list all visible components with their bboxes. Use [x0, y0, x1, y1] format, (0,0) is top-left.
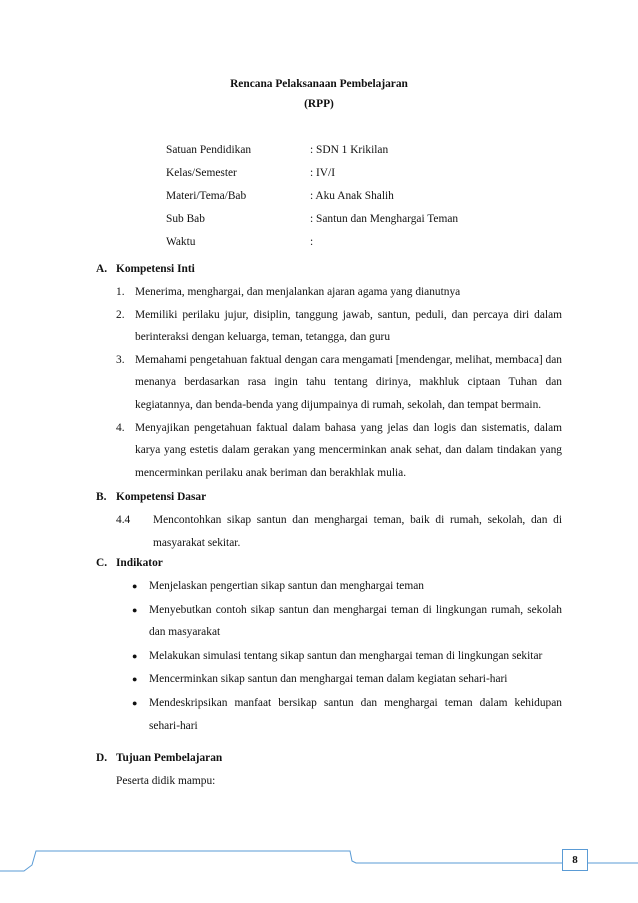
section-heading: [96, 747, 562, 770]
list-item: [132, 668, 562, 691]
document-title: Rencana Pelaksanaan Pembelajaran: [230, 78, 408, 90]
bullet-icon: ●: [132, 674, 138, 685]
bullet-icon: ●: [132, 697, 138, 708]
item-number: 4.: [116, 421, 125, 434]
item-text: Menyebutkan contoh sikap santun dan menghargai teman di lingkungan rumah, sekolah dan masyarakat: [149, 603, 562, 639]
list-item: [116, 349, 562, 417]
meta-row: [166, 208, 458, 231]
document-subtitle: (RPP): [304, 98, 334, 110]
item-text: Menyajikan pengetahuan faktual dalam bahasa yang jelas dan logis dan sistematis, dalam karya yang estetis dalam gerakan yang mencerminkan anak sehat, dan dalam tindakan yang mencerminkan perilaku anak beriman dan berakhlak mulia.: [135, 421, 562, 479]
item-text: Mencerminkan sikap santun dan menghargai teman dalam kegiatan sehari-hari: [149, 673, 508, 686]
item-text: Menerima, menghargai, dan menjalankan ajaran agama yang dianutnya: [135, 286, 461, 298]
item-text: Mendeskripsikan manfaat bersikap santun dan menghargai teman dalam kehidupan sehari-hari: [149, 696, 562, 732]
section-title: Indikator: [116, 557, 163, 569]
meta-label: Satuan Pendidikan: [166, 144, 252, 156]
meta-row: [166, 162, 458, 185]
section-heading: [96, 258, 562, 281]
meta-label: Materi/Tema/Bab: [166, 190, 247, 202]
section-heading: [96, 552, 562, 575]
item-text: Menjelaskan pengertian sikap santun dan menghargai teman: [149, 580, 424, 592]
section-title: Kompetensi Inti: [116, 263, 195, 275]
meta-value: : Aku Anak Shalih: [310, 190, 394, 202]
item-number: 3.: [116, 353, 125, 366]
footer-line-path: [0, 851, 562, 871]
meta-value: : IV/I: [310, 167, 335, 179]
item-text: Mencontohkan sikap santun dan menghargai teman, baik di rumah, sekolah, dan di masyarakat sekitar.: [153, 514, 562, 549]
bullet-icon: ●: [132, 604, 138, 615]
meta-value: :: [310, 236, 314, 248]
page-number: 8: [562, 849, 588, 871]
meta-row: [166, 231, 458, 254]
list-item: [132, 645, 562, 668]
item-number: 4.4: [116, 514, 131, 526]
meta-value: : SDN 1 Krikilan: [310, 144, 389, 156]
section-title: Tujuan Pembelajaran: [116, 752, 223, 764]
section-title: Kompetensi Dasar: [116, 491, 207, 503]
section-tujuan: [96, 747, 562, 793]
meta-label: Sub Bab: [166, 213, 205, 225]
meta-label: Kelas/Semester: [166, 167, 237, 179]
section-indikator: [96, 552, 562, 738]
meta-row: [166, 185, 458, 208]
meta-row: [166, 139, 458, 162]
meta-label: Waktu: [166, 236, 196, 248]
section-letter: C.: [96, 557, 108, 569]
list-item: [132, 599, 562, 644]
section-letter: D.: [96, 752, 108, 764]
section-intro: Peserta didik mampu:: [116, 775, 216, 787]
section-kompetensi-inti: [96, 258, 562, 484]
item-text: Melakukan simulasi tentang sikap santun dan menghargai teman di lingkungan sekitar: [149, 649, 543, 662]
item-number: 2.: [116, 308, 125, 321]
list-item: [132, 575, 562, 598]
section-letter: A.: [96, 263, 108, 275]
list-item: [116, 281, 562, 304]
section-kompetensi-dasar: [96, 486, 562, 554]
item-number: 1.: [116, 286, 125, 298]
section-letter: B.: [96, 491, 107, 503]
item-text: Memahami pengetahuan faktual dengan cara mengamati [mendengar, melihat, membaca] dan menanya berdasarkan rasa ingin tahu tentang dirinya, makhluk ciptaan Tuhan dan kegiatannya, dan benda-benda yang dijumpainya di rumah, sekolah, dan tempat bermain.: [135, 353, 562, 411]
meta-value: : Santun dan Menghargai Teman: [310, 213, 459, 225]
bullet-icon: ●: [132, 581, 138, 591]
bullet-icon: ●: [132, 650, 138, 661]
footer-decoration: [0, 849, 638, 875]
section-heading: [96, 486, 562, 509]
list-item: [116, 509, 562, 554]
list-item: [116, 304, 562, 349]
list-item: [132, 692, 562, 737]
item-text: Memiliki perilaku jujur, disiplin, tanggung jawab, santun, peduli, dan percaya diri dalam berinteraksi dengan keluarga, teman, tetangga, dan guru: [135, 308, 562, 344]
list-item: [116, 417, 562, 485]
identity-table: [166, 139, 458, 254]
